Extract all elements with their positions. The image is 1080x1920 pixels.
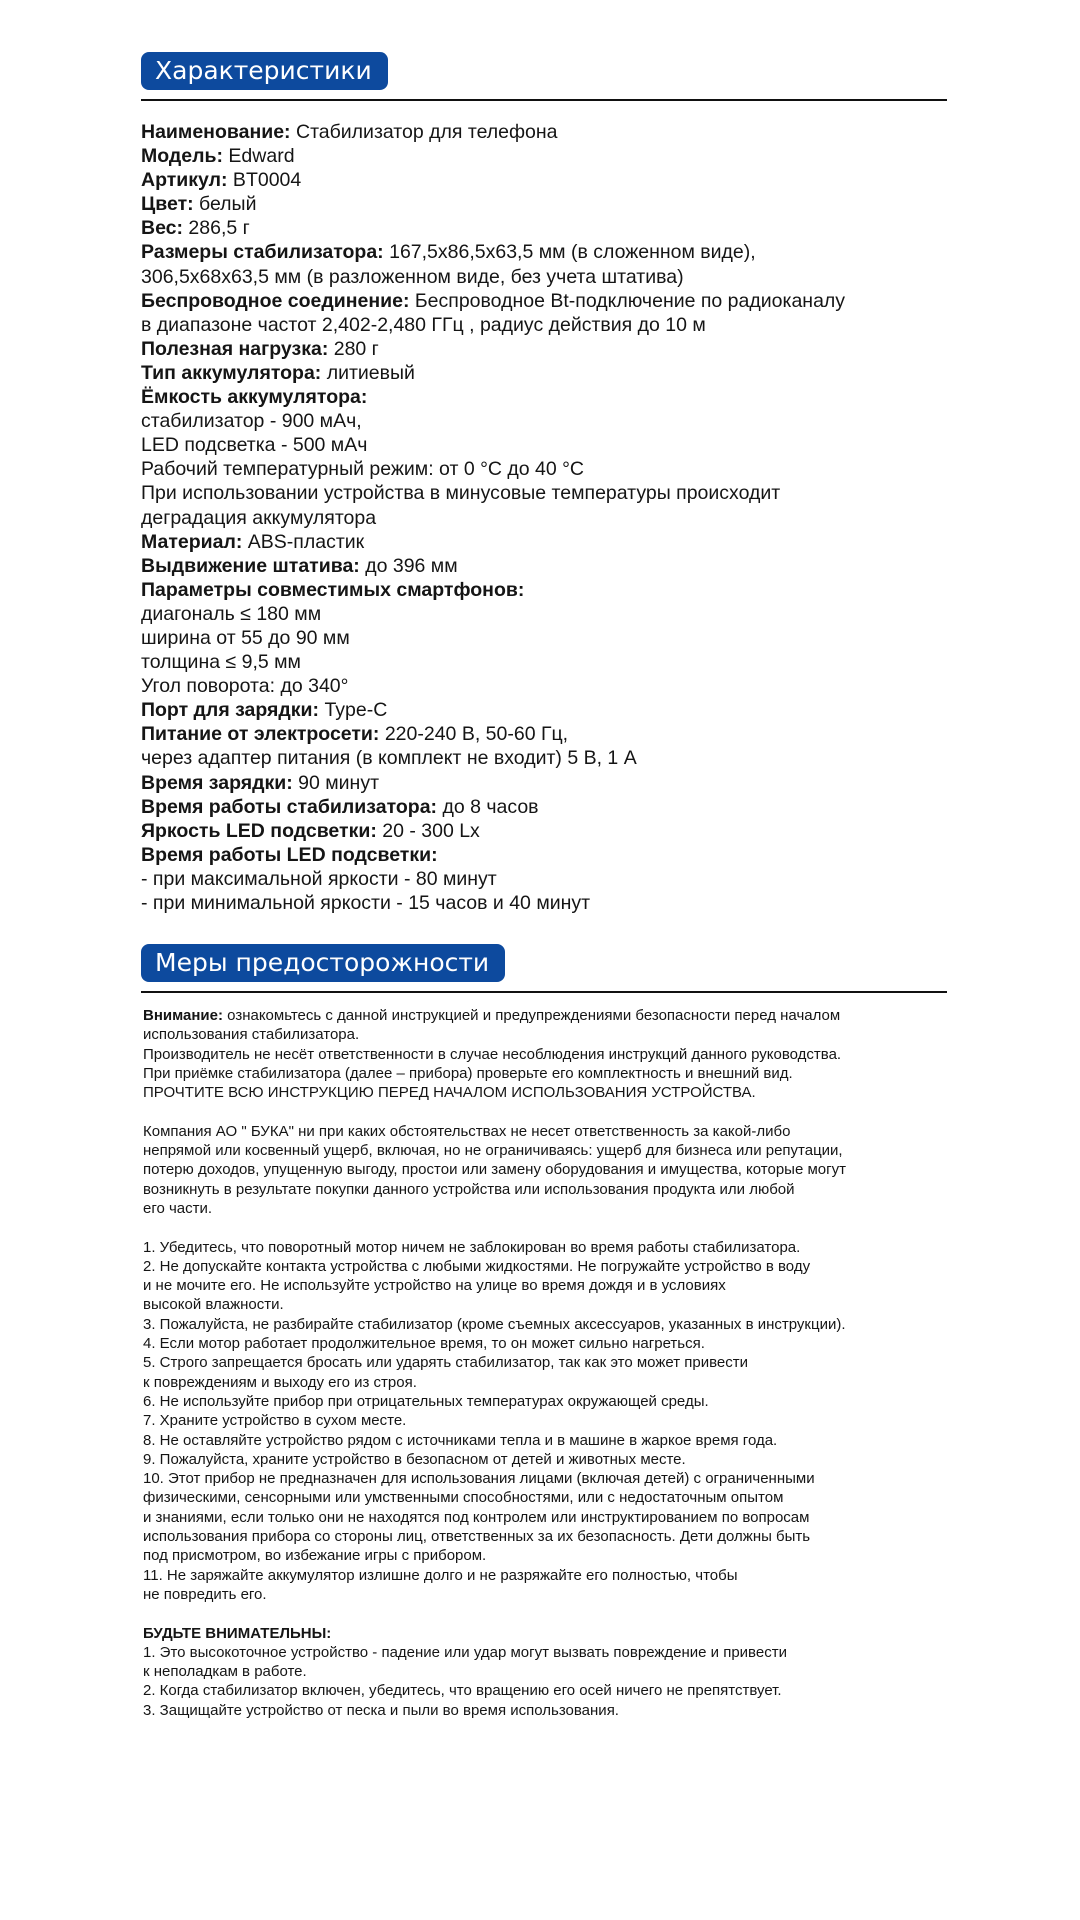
spec-line [141, 867, 961, 891]
safety-line [143, 1701, 973, 1720]
line-value: физическими, сенсорными или умственными способностями, или с недостаточным опытом [143, 1489, 784, 1507]
spec-line [141, 265, 961, 289]
spec-line [141, 216, 961, 240]
line-value: через адаптер питания (в комплект не входит) 5 В, 1 А [141, 747, 637, 770]
safety-line [143, 1662, 973, 1681]
line-value: Edward [223, 145, 295, 168]
spec-line [141, 120, 961, 144]
line-value: высокой влажности. [143, 1296, 284, 1314]
safety-line [143, 1276, 973, 1295]
line-value: Компания АО " БУКА" ни при каких обстоятельствах не несет ответственность за какой-либо [143, 1122, 791, 1140]
line-value: 6. Не используйте прибор при отрицательных температурах окружающей среды. [143, 1392, 709, 1410]
line-value: 3. Защищайте устройство от песка и пыли во время использования. [143, 1701, 619, 1719]
line-label: БУДЬТЕ ВНИМАТЕЛЬНЫ: [143, 1624, 332, 1642]
line-value: 8. Не оставляйте устройство рядом с источниками тепла и в машине в жаркое время года. [143, 1431, 778, 1449]
line-value: 220-240 В, 50-60 Гц, [379, 723, 569, 746]
line-value: под присмотром, во избежание игры с прибором. [143, 1547, 487, 1565]
line-value: 4. Если мотор работает продолжительное время, то он может сильно нагреться. [143, 1335, 705, 1353]
line-value: 3. Пожалуйста, не разбирайте стабилизатор (кроме съемных аксессуаров, указанных в инструкции). [143, 1315, 846, 1333]
line-label: Порт для зарядки: [141, 699, 320, 722]
line-value: 9. Пожалуйста, храните устройство в безопасном от детей и животных месте. [143, 1450, 686, 1468]
line-value: ширина от 55 до 90 мм [141, 626, 350, 649]
line-value: до 8 часов [437, 795, 539, 818]
spec-line [141, 578, 961, 602]
safety-line [143, 1180, 973, 1199]
spec-line [141, 819, 961, 843]
safety-line [143, 1064, 973, 1083]
line-value: и не мочите его. Не используйте устройство на улице во время дождя и в условиях [143, 1277, 726, 1295]
line-value: 286,5 г [183, 217, 250, 240]
safety-line [143, 1353, 973, 1372]
line-label: Наименование: [141, 121, 291, 143]
safety-line [143, 1373, 973, 1392]
safety-section-title: Меры предосторожности [141, 944, 505, 982]
paragraph-gap [143, 1102, 973, 1121]
safety-line [143, 1199, 973, 1218]
safety-line [143, 1045, 973, 1064]
line-value: потерю доходов, упущенную выгоду, простои или замену оборудования и имущества, которые могут [143, 1161, 846, 1179]
line-value: 11. Не заряжайте аккумулятор излишне долго и не разряжайте его полностью, чтобы [143, 1566, 738, 1584]
safety-line [143, 1238, 973, 1257]
line-label: Цвет: [141, 193, 194, 216]
line-value: 306,5x68x63,5 мм (в разложенном виде, без учета штатива) [141, 265, 684, 288]
line-label: Внимание: [143, 1007, 223, 1024]
line-label: Выдвижение штатива: [141, 554, 360, 577]
line-label: Время работы LED подсветки: [141, 843, 438, 866]
spec-line [141, 168, 961, 192]
safety-line [143, 1681, 973, 1700]
safety-line [143, 1527, 973, 1546]
safety-line [143, 1025, 973, 1044]
line-value: Стабилизатор для телефона [290, 121, 558, 143]
safety-line [143, 1566, 973, 1585]
line-value: белый [193, 193, 257, 216]
spec-line [141, 481, 961, 505]
safety-line [143, 1431, 973, 1450]
spec-line [141, 144, 961, 168]
safety-line [143, 1469, 973, 1488]
line-value: 167,5x86,5x63,5 мм (в сложенном виде), [383, 241, 756, 264]
line-value: 90 минут [292, 771, 380, 794]
line-value: Беспроводное Bt-подключение по радиоканалу [409, 289, 846, 312]
spec-line [141, 891, 961, 915]
spec-line [141, 771, 961, 795]
line-value: к неполадкам в работе. [143, 1663, 307, 1681]
safety-line [143, 1122, 973, 1141]
line-value: 7. Храните устройство в сухом месте. [143, 1412, 407, 1430]
line-value: Рабочий температурный режим: от 0 °С до 40 °С [141, 458, 585, 481]
spec-line [141, 361, 961, 385]
specs-section-title: Характеристики [141, 52, 388, 90]
line-value: BT0004 [227, 169, 302, 192]
line-label: Питание от электросети: [141, 723, 380, 746]
line-value: - при минимальной яркости - 15 часов и 40 минут [141, 892, 591, 914]
line-value: Угол поворота: до 340° [141, 675, 349, 698]
spec-line [141, 337, 961, 361]
spec-line [141, 506, 961, 530]
line-value: и знаниями, если только они не находятся под контролем или инструктированием по вопросам [143, 1508, 810, 1526]
safety-line [143, 1450, 973, 1469]
spec-line [141, 674, 961, 698]
spec-line [141, 289, 961, 313]
spec-line [141, 385, 961, 409]
line-label: Беспроводное соединение: [141, 289, 410, 312]
safety-line [143, 1315, 973, 1334]
line-label: Яркость LED подсветки: [141, 819, 377, 842]
spec-line [141, 602, 961, 626]
safety-line [143, 1334, 973, 1353]
paragraph-gap [143, 1604, 973, 1623]
line-label: Материал: [141, 530, 243, 553]
spec-line [141, 843, 961, 867]
line-label: Параметры совместимых смартфонов: [141, 578, 525, 601]
safety-text [143, 1006, 973, 1720]
line-value: к повреждениям и выходу его из строя. [143, 1373, 417, 1391]
spec-line [141, 409, 961, 433]
safety-line [143, 1508, 973, 1527]
line-label: Время зарядки: [141, 771, 293, 794]
line-label: Тип аккумулятора: [141, 361, 322, 384]
line-value: Type-C [319, 699, 388, 722]
line-value: 2. Не допускайте контакта устройства с любыми жидкостями. Не погружайте устройство в воду [143, 1257, 811, 1275]
line-value: непрямой или косвенный ущерб, включая, но не ограничиваясь: ущерб для бизнеса или репутации, [143, 1142, 843, 1160]
safety-line [143, 1295, 973, 1314]
line-label: Вес: [141, 217, 184, 240]
line-value: При приёмке стабилизатора (далее – прибора) проверьте его комплектность и внешний вид. [143, 1064, 793, 1082]
line-value: толщина ≤ 9,5 мм [141, 651, 301, 674]
line-value: 1. Убедитесь, что поворотный мотор ничем не заблокирован во время работы стабилизатора. [143, 1238, 801, 1256]
spec-line [141, 530, 961, 554]
spec-line [141, 722, 961, 746]
safety-line [143, 1160, 973, 1179]
line-label: Ёмкость аккумулятора: [141, 386, 368, 409]
safety-line [143, 1488, 973, 1507]
line-value: При использовании устройства в минусовые температуры происходит [141, 482, 781, 505]
safety-section-header [141, 944, 947, 993]
line-value: не повредить его. [143, 1585, 267, 1603]
line-value: - при максимальной яркости - 80 минут [141, 867, 497, 890]
specs-divider [141, 99, 947, 101]
spec-line [141, 554, 961, 578]
line-value: использования стабилизатора. [143, 1026, 360, 1044]
safety-line [143, 1643, 973, 1662]
line-value: литиевый [321, 361, 415, 384]
line-value: использования прибора со стороны лиц, ответственных за их безопасность. Дети должны быть [143, 1528, 811, 1546]
safety-line [143, 1624, 973, 1643]
safety-line [143, 1083, 973, 1102]
line-value: деградация аккумулятора [141, 506, 377, 529]
line-value: 5. Строго запрещается бросать или ударять стабилизатор, так как это может привести [143, 1354, 748, 1372]
line-value: 10. Этот прибор не предназначен для использования лицами (включая детей) с ограниченными [143, 1470, 815, 1488]
line-value: ABS-пластик [242, 530, 365, 553]
line-value: 20 - 300 Lx [376, 819, 480, 842]
line-value: LED подсветка - 500 мАч [141, 434, 368, 457]
line-value: 280 г [328, 337, 379, 360]
spec-line [141, 433, 961, 457]
line-value: диагональ ≤ 180 мм [141, 602, 322, 625]
spec-line [141, 626, 961, 650]
spec-line [141, 192, 961, 216]
line-value: Производитель не несёт ответственности в случае несоблюдения инструкций данного руководства. [143, 1045, 842, 1063]
line-value: ознакомьтесь с данной инструкцией и предупреждениями безопасности перед началом [222, 1007, 841, 1024]
spec-line [141, 650, 961, 674]
line-value: возникнуть в результате покупки данного устройства или использования продукта или любой [143, 1180, 795, 1198]
line-value: его части. [143, 1199, 213, 1217]
safety-line [143, 1411, 973, 1430]
safety-line [143, 1546, 973, 1565]
spec-line [141, 698, 961, 722]
line-value: 2. Когда стабилизатор включен, убедитесь, что вращению его осей ничего не препятствует. [143, 1682, 782, 1700]
spec-line [141, 795, 961, 819]
safety-line [143, 1585, 973, 1604]
line-value: ПРОЧТИТЕ ВСЮ ИНСТРУКЦИЮ ПЕРЕД НАЧАЛОМ ИСПОЛЬЗОВАНИЯ УСТРОЙСТВА. [143, 1084, 756, 1102]
specs-list [141, 120, 961, 915]
line-label: Время работы стабилизатора: [141, 795, 438, 818]
line-value: 1. Это высокоточное устройство - падение или удар могут вызвать повреждение и привести [143, 1643, 787, 1661]
spec-line [141, 240, 961, 264]
spec-line [141, 313, 961, 337]
safety-divider [141, 991, 947, 993]
line-label: Полезная нагрузка: [141, 337, 329, 360]
paragraph-gap [143, 1218, 973, 1237]
safety-line [143, 1006, 973, 1025]
line-value: в диапазоне частот 2,402-2,480 ГГц , радиус действия до 10 м [141, 313, 706, 336]
safety-line [143, 1257, 973, 1276]
line-label: Размеры стабилизатора: [141, 241, 384, 264]
safety-line [143, 1392, 973, 1411]
spec-line [141, 457, 961, 481]
spec-line [141, 746, 961, 770]
line-value: до 396 мм [359, 554, 458, 577]
line-label: Артикул: [141, 169, 228, 192]
line-value: стабилизатор - 900 мАч, [141, 410, 362, 433]
specs-section-header [141, 52, 947, 101]
line-label: Модель: [141, 145, 223, 168]
safety-line [143, 1141, 973, 1160]
